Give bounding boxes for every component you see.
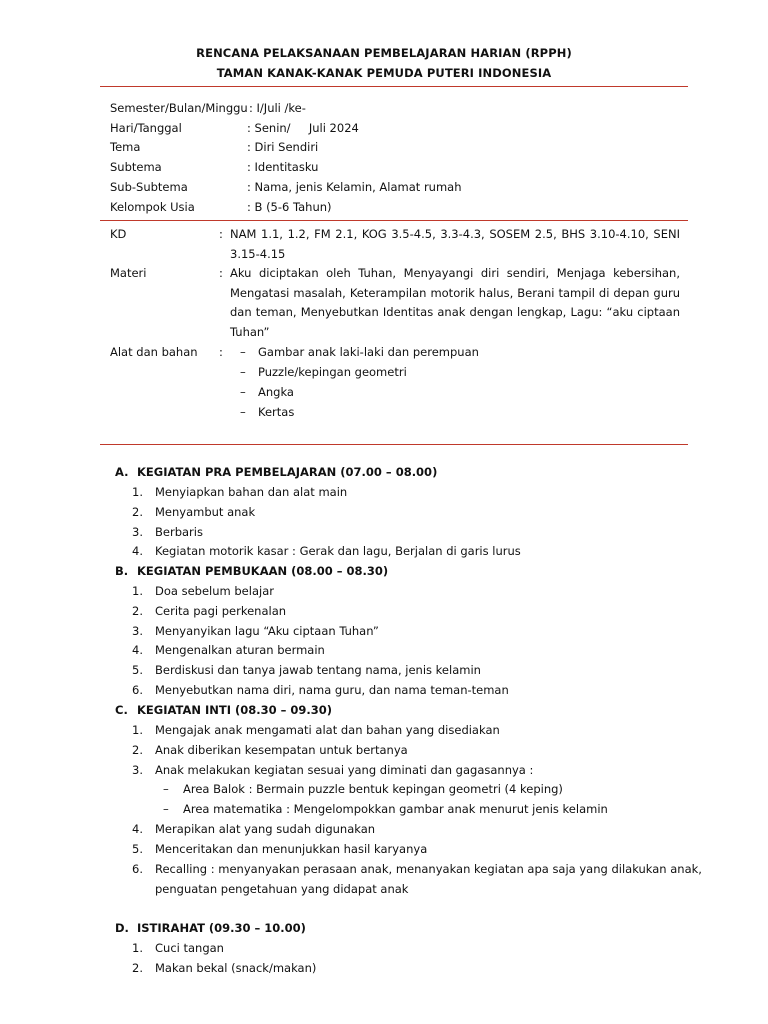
alat-item-text: Angka: [258, 385, 294, 399]
section-title: KEGIATAN PRA PEMBELAJARAN (07.00 – 08.00): [137, 465, 438, 479]
item-text: Cuci tangan: [155, 941, 224, 955]
alat-item-text: Puzzle/kepingan geometri: [258, 365, 407, 379]
item-text: Menyiapkan bahan dan alat main: [155, 485, 348, 499]
item-text-continuation: penguatan pengetahuan yang didapat anak: [155, 882, 409, 896]
sub-list-item: [163, 779, 563, 799]
list-item: [132, 680, 702, 700]
materi-text-line: Mengatasi masalah, Keterampilan motorik halus, Berani tampil di depan guru: [230, 286, 680, 300]
alat-item: [240, 402, 294, 422]
item-text: Kegiatan motorik kasar : Gerak dan lagu, Berjalan di garis lurus: [155, 544, 521, 558]
list-item: [132, 760, 702, 780]
kd-colon: :: [219, 227, 223, 241]
sub-item-text: Area Balok : Bermain puzzle bentuk kepingan geometri (4 keping): [183, 782, 563, 796]
alat-item: [240, 382, 294, 402]
item-text: Menyebutkan nama diri, nama guru, dan nama teman-teman: [155, 683, 509, 697]
item-number: 6.: [132, 862, 143, 876]
section-title: ISTIRAHAT (09.30 – 10.00): [137, 921, 306, 935]
item-text: Anak diberikan kesempatan untuk bertanya: [155, 743, 408, 757]
item-text: Makan bekal (snack/makan): [155, 961, 317, 975]
list-item: [132, 502, 702, 522]
alat-item: [240, 362, 407, 382]
item-text: Mengajak anak mengamati alat dan bahan yang disediakan: [155, 723, 500, 737]
dash-bullet: –: [240, 365, 246, 379]
info-value: : B (5-6 Tahun): [247, 200, 332, 214]
info-label: Semester/Bulan/Minggu: [110, 101, 248, 115]
item-number: 2.: [132, 505, 143, 519]
list-item: [132, 541, 702, 561]
list-item: [132, 482, 702, 502]
item-number: 3.: [132, 525, 143, 539]
sub-list-item: [163, 799, 608, 819]
info-label: Subtema: [110, 160, 162, 174]
section-title: KEGIATAN PEMBUKAAN (08.00 – 08.30): [137, 564, 389, 578]
info-label: Hari/Tanggal: [110, 121, 182, 135]
info-value: : Senin/ Juli 2024: [247, 121, 359, 135]
item-text: Cerita pagi perkenalan: [155, 604, 287, 618]
section-heading-c: [115, 700, 332, 720]
list-item: [132, 621, 702, 641]
item-text: Doa sebelum belajar: [155, 584, 274, 598]
materi-label: Materi: [110, 266, 147, 280]
item-number: 2.: [132, 743, 143, 757]
list-item: [132, 640, 702, 660]
divider-middle: [100, 220, 688, 221]
alat-item: [240, 342, 479, 362]
school-name: TAMAN KANAK-KANAK PEMUDA PUTERI INDONESIA: [216, 66, 552, 80]
materi-text-line: dan teman, Menyebutkan Identitas anak dengan lengkap, Lagu: “aku ciptaan: [230, 305, 680, 319]
section-heading-b: [115, 561, 388, 581]
item-text: Recalling : menyanyakan perasaan anak, menanyakan kegiatan apa saja yang dilakukan anak,: [155, 862, 702, 876]
item-number: 5.: [132, 842, 143, 856]
item-number: 3.: [132, 763, 143, 777]
item-text: Mengenalkan aturan bermain: [155, 643, 325, 657]
item-number: 4.: [132, 643, 143, 657]
item-number: 2.: [132, 604, 143, 618]
list-item: [132, 660, 702, 680]
list-item: [132, 938, 702, 958]
item-text: Berbaris: [155, 525, 203, 539]
alat-item-text: Gambar anak laki-laki dan perempuan: [258, 345, 479, 359]
materi-text-line: Tuhan”: [230, 325, 270, 339]
info-label: Kelompok Usia: [110, 200, 195, 214]
alat-colon: :: [219, 345, 223, 359]
list-item: [132, 522, 702, 542]
info-row-semester: [110, 98, 690, 118]
dash-bullet: –: [240, 385, 246, 399]
item-text: Menyambut anak: [155, 505, 256, 519]
item-number: 2.: [132, 961, 143, 975]
item-number: 1.: [132, 584, 143, 598]
dash-bullet: –: [240, 345, 246, 359]
item-number: 3.: [132, 624, 143, 638]
info-label: Tema: [110, 140, 141, 154]
list-item: [132, 720, 702, 740]
info-value: : Identitasku: [247, 160, 319, 174]
item-text: Berdiskusi dan tanya jawab tentang nama, jenis kelamin: [155, 663, 481, 677]
item-text: Merapikan alat yang sudah digunakan: [155, 822, 376, 836]
materi-colon: :: [219, 266, 223, 280]
info-row-subtema: [110, 157, 690, 177]
sub-item-text: Area matematika : Mengelompokkan gambar anak menurut jenis kelamin: [183, 802, 608, 816]
info-value: : Nama, jenis Kelamin, Alamat rumah: [247, 180, 462, 194]
info-row-date: [110, 118, 690, 138]
item-text: Menyanyikan lagu “Aku ciptaan Tuhan”: [155, 624, 379, 638]
item-number: 6.: [132, 683, 143, 697]
info-value: : Diri Sendiri: [247, 140, 319, 154]
section-letter: D.: [115, 921, 129, 935]
list-item: [132, 740, 702, 760]
section-letter: C.: [115, 703, 128, 717]
kd-text-line: 3.15-4.15: [230, 247, 286, 261]
item-number: 1.: [132, 941, 143, 955]
item-number: 1.: [132, 485, 143, 499]
list-item: [132, 601, 702, 621]
info-label: Sub-Subtema: [110, 180, 188, 194]
list-item: [132, 958, 702, 978]
item-number: 4.: [132, 544, 143, 558]
alat-label: Alat dan bahan: [110, 345, 198, 359]
document-title: RENCANA PELAKSANAAN PEMBELAJARAN HARIAN (RPPH): [196, 46, 572, 60]
item-number: 5.: [132, 663, 143, 677]
list-item: [132, 581, 702, 601]
info-row-tema: [110, 137, 690, 157]
item-number: 4.: [132, 822, 143, 836]
item-text: Anak melakukan kegiatan sesuai yang diminati dan gagasannya :: [155, 763, 534, 777]
info-value: : I/Juli /ke-: [249, 101, 306, 115]
list-item: [132, 819, 702, 839]
kd-label: KD: [110, 227, 127, 241]
dash-bullet: –: [163, 802, 169, 816]
alat-item-text: Kertas: [258, 405, 295, 419]
info-row-kelompok: [110, 197, 690, 217]
section-letter: A.: [115, 465, 129, 479]
list-item: [132, 859, 702, 879]
list-item: [132, 839, 702, 859]
info-row-subsubtema: [110, 177, 690, 197]
dash-bullet: –: [163, 782, 169, 796]
kd-text-line: NAM 1.1, 1.2, FM 2.1, KOG 3.5-4.5, 3.3-4.3, SOSEM 2.5, BHS 3.10-4.10, SENI: [230, 227, 680, 241]
divider-top: [100, 86, 688, 87]
section-heading-a: [115, 462, 437, 482]
materi-text-line: Aku diciptakan oleh Tuhan, Menyayangi diri sendiri, Menjaga kebersihan,: [230, 266, 680, 280]
section-heading-d: [115, 918, 306, 938]
section-letter: B.: [115, 564, 129, 578]
divider-bottom: [100, 444, 688, 445]
item-text: Menceritakan dan menunjukkan hasil karyanya: [155, 842, 428, 856]
item-number: 1.: [132, 723, 143, 737]
section-title: KEGIATAN INTI (08.30 – 09.30): [137, 703, 333, 717]
dash-bullet: –: [240, 405, 246, 419]
